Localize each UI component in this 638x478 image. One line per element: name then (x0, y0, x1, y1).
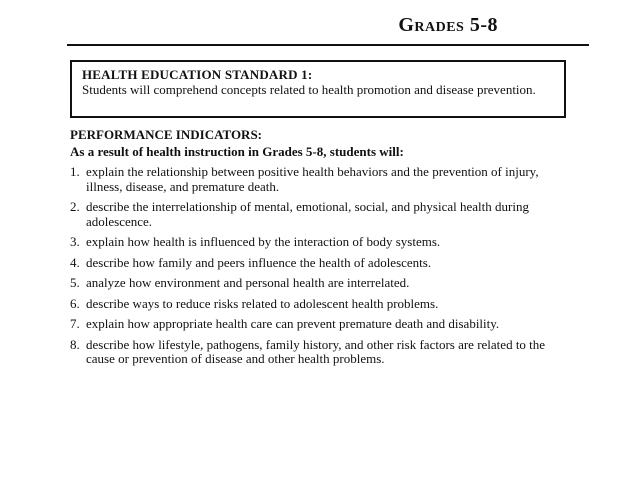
indicator-number: 6. (70, 295, 80, 311)
indicator-item (70, 256, 560, 271)
indicator-number: 5. (70, 275, 80, 290)
indicator-text: explain how health is influenced by the interaction of body systems. (86, 234, 441, 249)
page-title: Grades 5-8 (398, 14, 498, 36)
title-divider (67, 44, 589, 46)
indicator-number: 1. (70, 164, 80, 179)
performance-indicators-heading: PERFORMANCE INDICATORS: (70, 127, 262, 142)
indicator-number: 7. (70, 316, 80, 331)
indicator-number: 4. (70, 254, 80, 270)
indicator-number: 2. (70, 199, 80, 214)
indicator-number: 3. (70, 234, 80, 249)
indicator-list (70, 165, 560, 373)
indicator-text: explain the relationship between positive health behaviors and the prevention of injury, illness, disease, and premature death. (86, 164, 539, 194)
standard-text: Students will comprehend concepts related to health promotion and disease prevention. (82, 82, 536, 97)
indicator-text: describe how lifestyle, pathogens, family history, and other risk factors are related to the cause or prevention of disease and other health problems. (86, 336, 546, 366)
standard-heading: HEALTH EDUCATION STANDARD 1: (82, 67, 313, 82)
performance-indicators-intro: As a result of health instruction in Grades 5-8, students will: (70, 144, 404, 159)
indicator-text: describe ways to reduce risks related to adolescent health problems. (86, 295, 439, 311)
indicator-item (70, 200, 560, 229)
indicator-item (70, 276, 560, 291)
indicator-item (70, 317, 560, 332)
indicator-text: describe how family and peers influence the health of adolescents. (86, 254, 432, 270)
standard-box (70, 60, 566, 118)
indicator-number: 8. (70, 336, 80, 352)
indicator-item (70, 338, 560, 367)
indicator-item (70, 165, 560, 194)
indicator-text: explain how appropriate health care can prevent premature death and disability. (86, 316, 500, 331)
indicator-text: analyze how environment and personal health are interrelated. (86, 275, 410, 290)
indicator-text: describe the interrelationship of mental, emotional, social, and physical health during adolescence. (86, 199, 529, 229)
indicator-item (70, 235, 560, 250)
indicator-item (70, 297, 560, 312)
